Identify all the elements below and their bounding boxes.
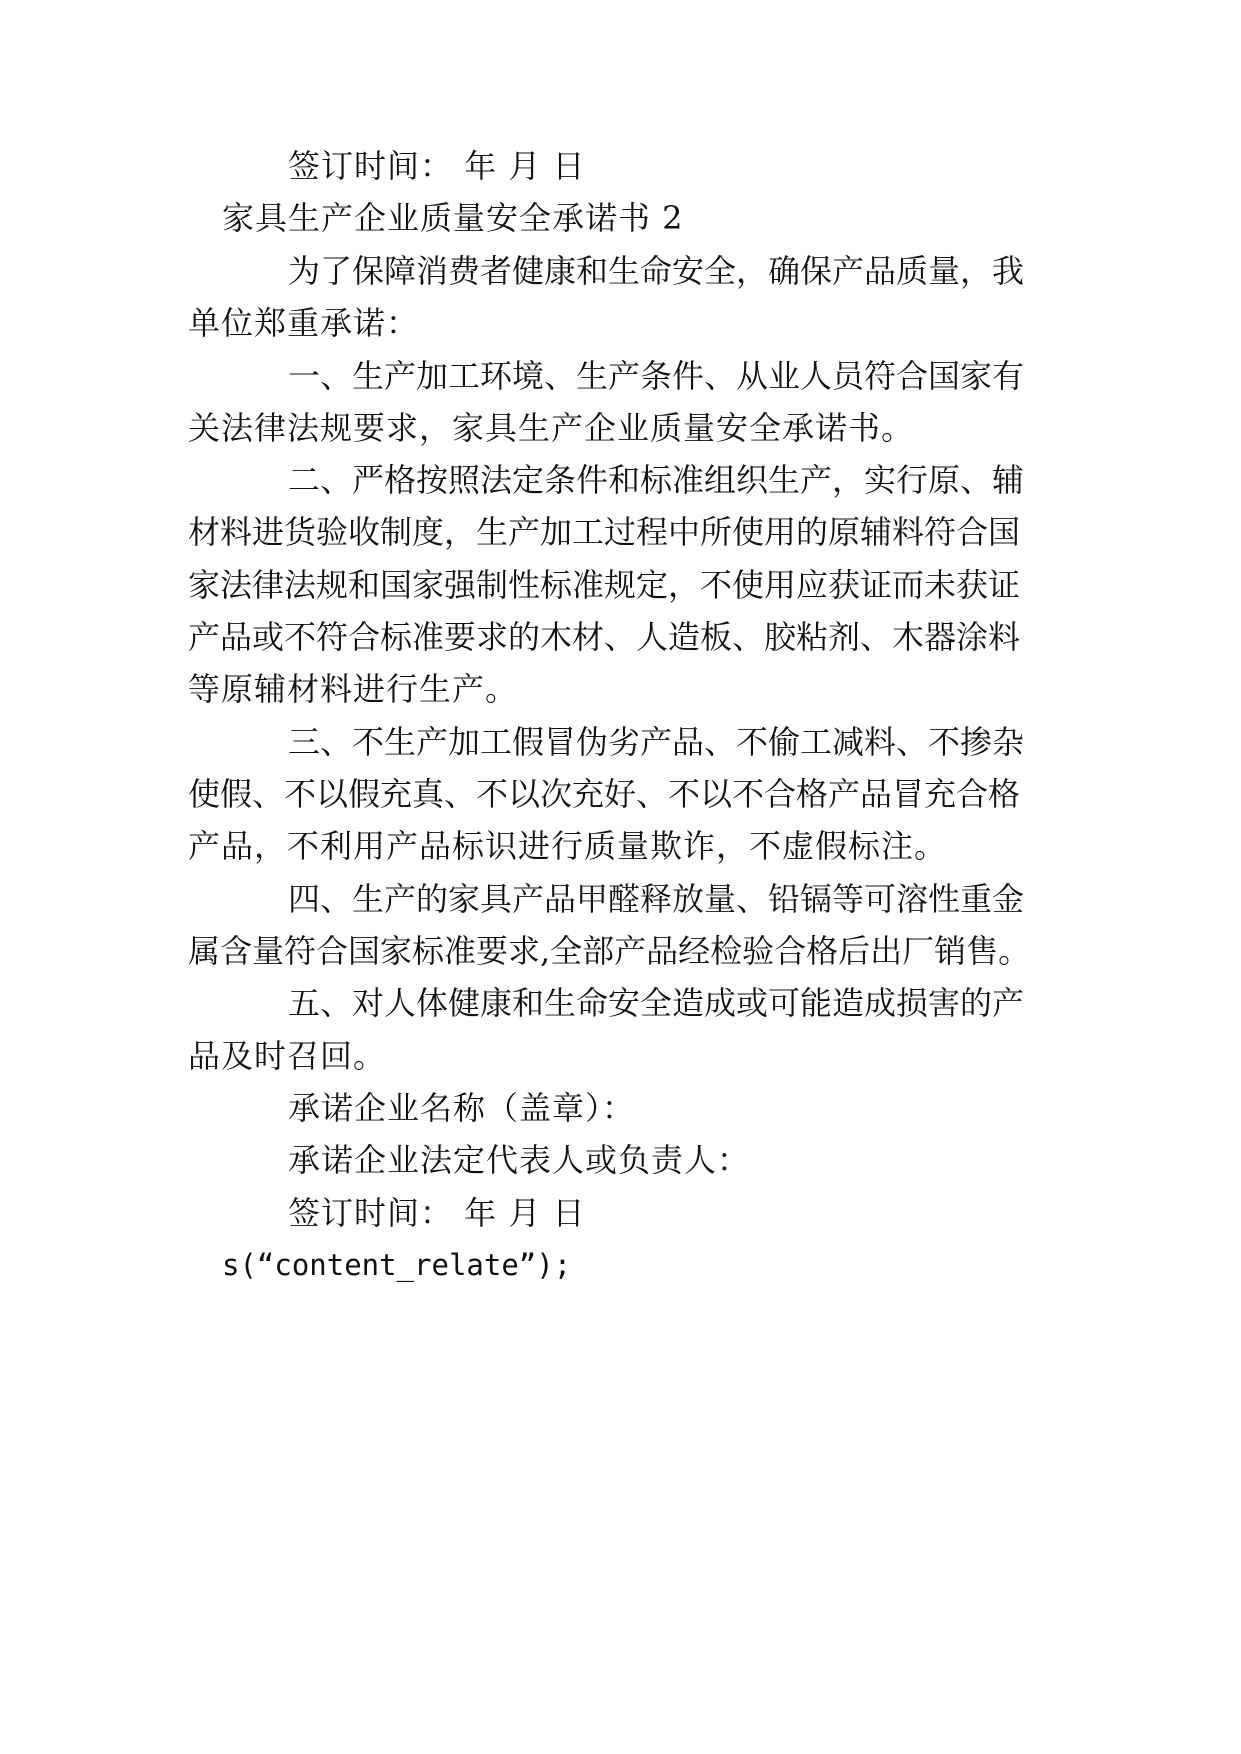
item4-line-1: 四、生产的家具产品甲醛释放量、铅镉等可溶性重金: [288, 880, 1025, 918]
intro-line-1: 为了保障消费者健康和生命安全，确保产品质量，我: [288, 252, 1025, 290]
item2-line-5: 等原辅材料进行生产。: [188, 670, 519, 708]
intro-line-2: 单位郑重承诺：: [188, 304, 420, 342]
item2-line-1: 二、严格按照法定条件和标准组织生产，实行原、辅: [288, 461, 1025, 499]
item4-line-2: 属含量符合国家标准要求,全部产品经检验合格后出厂销售。: [188, 932, 1031, 970]
company-name-line: 承诺企业名称（盖章）：: [288, 1089, 636, 1127]
legal-representative-line: 承诺企业法定代表人或负责人：: [288, 1141, 751, 1179]
item5-line-1: 五、对人体健康和生命安全造成或可能造成损害的产: [288, 984, 1025, 1022]
item2-line-2: 材料进货验收制度，生产加工过程中所使用的原辅料符合国: [188, 513, 1021, 551]
item1-line-2: 关法律法规要求，家具生产企业质量安全承诺书。: [188, 409, 915, 447]
item5-line-2: 品及时召回。: [188, 1037, 387, 1075]
item2-line-4: 产品或不符合标准要求的木材、人造板、胶粘剂、木器涂料: [188, 618, 1021, 656]
item3-line-2: 使假、不以假充真、不以次充好、不以不合格产品冒充合格: [188, 775, 1021, 813]
item3-line-1: 三、不生产加工假冒伪劣产品、不偷工减料、不掺杂: [288, 723, 1025, 761]
item2-line-3: 家法律法规和国家强制性标准规定，不使用应获证而未获证: [188, 566, 1021, 604]
document-title: 家具生产企业质量安全承诺书 2: [222, 199, 684, 237]
item1-line-1: 一、生产加工环境、生产条件、从业人员符合国家有: [288, 357, 1025, 395]
item3-line-3: 产品，不利用产品标识进行质量欺诈，不虚假标注。: [188, 827, 948, 865]
bottom-sign-time: 签订时间： 年 月 日: [288, 1194, 586, 1232]
code-snippet: s(“content_relate”);: [222, 1248, 572, 1282]
top-sign-time: 签订时间： 年 月 日: [288, 147, 586, 185]
